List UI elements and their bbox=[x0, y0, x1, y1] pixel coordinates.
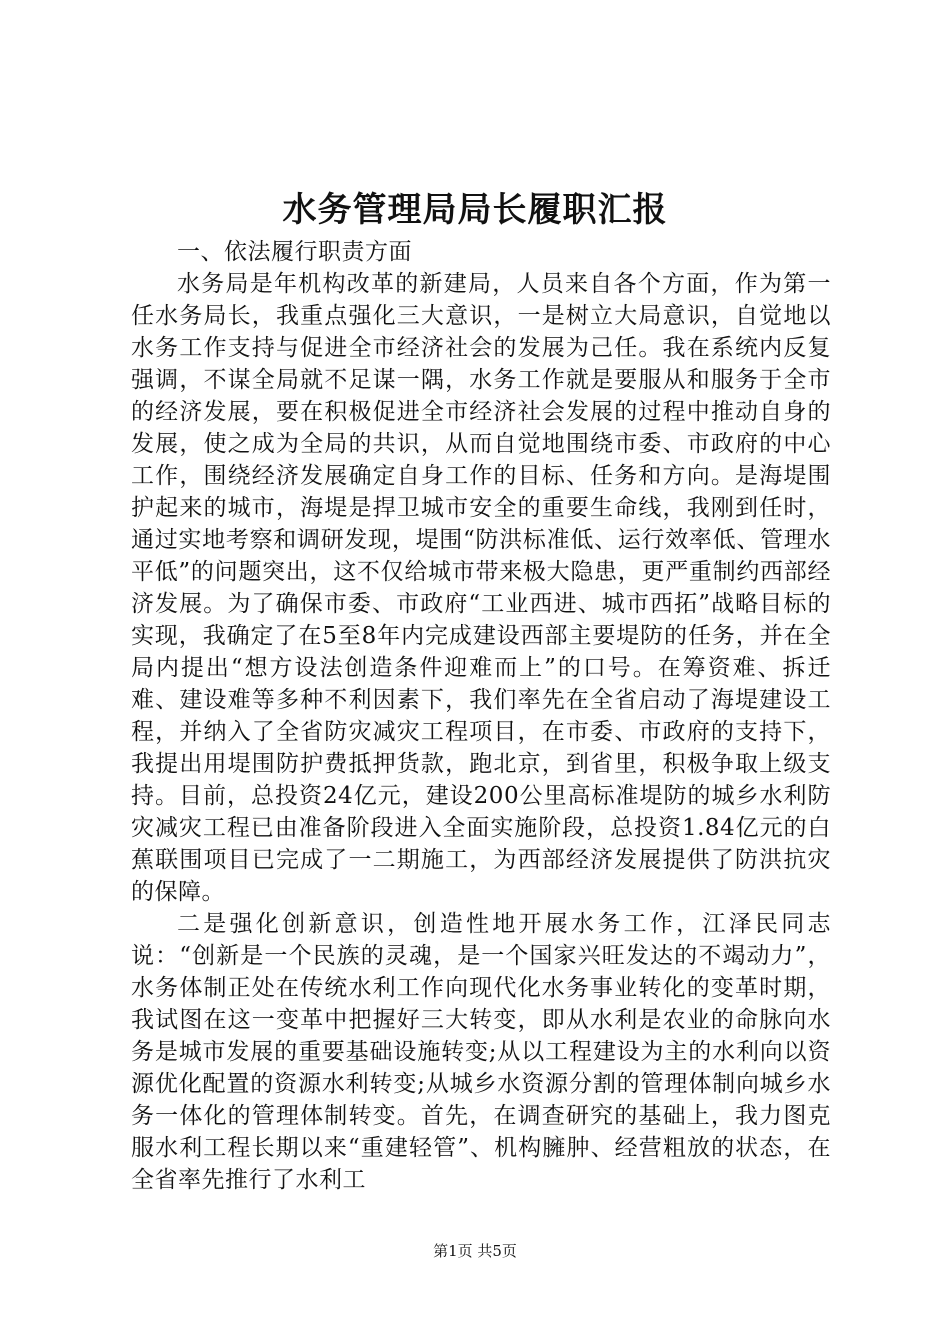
paragraph: 水务局是年机构改革的新建局，人员来自各个方面，作为第一任水务局长，我重点强化三大意识，一是树立大局意识，自觉地以水务工作支持与促进全市经济社会的发展为己任。我在系统内反复强调，不谋全局就不足谋一隅，水务工作就是要服从和服务于全市的经济发展，要在积极促进全市经济社会发展的过程中推动自身的发展，使之成为全局的共识，从而自觉地围绕市委、市政府的中心工作，围绕经济发展确定自身工作的目标、任务和方向。是海堤围护起来的城市，海堤是捍卫城市安全的重要生命线，我刚到任时，通过实地考察和调研发现，堤围“防洪标准低、运行效率低、管理水平低”的问题突出，这不仅给城市带来极大隐患，更严重制约西部经济发展。为了确保市委、市政府“工业西进、城市西拓”战略目标的实现，我确定了在5至8年内完成建设西部主要堤防的任务，并在全局内提出“想方设法创造条件迎难而上”的口号。在筹资难、拆迁难、建设难等多种不利因素下，我们率先在全省启动了海堤建设工程，并纳入了全省防灾减灾工程项目，在市委、市政府的支持下，我提出用堤围防护费抵押货款，跑北京，到省里，积极争取上级支持。目前，总投资24亿元，建设200公里高标准堤防的城乡水利防灾减灾工程已由准备阶段进入全面实施阶段，总投资1.84亿元的白蕉联围项目已完成了一二期施工，为西部经济发展提供了防洪抗灾的保障。 bbox=[131, 271, 831, 905]
page-footer: 第1页 共5页 bbox=[433, 1242, 517, 1260]
section-heading: 一、依法履行职责方面 bbox=[177, 239, 412, 265]
document-title: 水务管理局局长履职汇报 bbox=[282, 190, 668, 230]
paragraph: 二是强化创新意识，创造性地开展水务工作，江泽民同志说：“创新是一个民族的灵魂，是一个国家兴旺发达的不竭动力”，水务体制正处在传统水利工作向现代化水务事业转化的变革时期，我试图在这一变革中把握好三大转变，即从水利是农业的命脉向水务是城市发展的重要基础设施转变;从以工程建设为主的水利向以资源优化配置的资源水利转变;从城乡水资源分割的管理体制向城乡水务一体化的管理体制转变。首先，在调查研究的基础上，我力图克服水利工程长期以来“重建轻管”、机构臃肿、经营粗放的状态，在全省率先推行了水利工 bbox=[131, 911, 831, 1193]
document-body bbox=[131, 236, 831, 1196]
